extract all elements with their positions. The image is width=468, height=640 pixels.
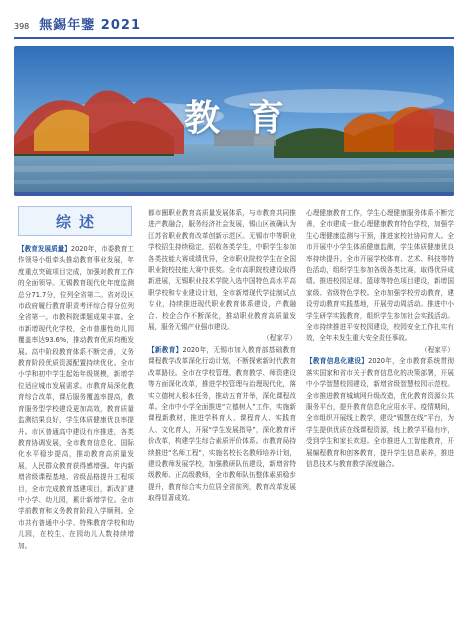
paragraph-body: 2020年，无锡市加入教育部基础教育课程教学改革深化行动计划，不断探索新时代教育改革路径。全市在学校管理、教育教学、师资建设等方面深化改革，推进学校管理与治理现代化，落实立德树人根本任务，推动五育并举，深化课程改革。全市中小学全面推进“立德树人”工作，实施新课程新教材，推进学科育人、课程育人、实践育人、文化育人，开展“学生发展指导”，深化教育评价改革，构建学生综合素质评价体系。市教育局持续推进“名师工程”，实施名校长名教师培养计划，建设教师发展学校，加强教研队伍建设，新增省特级教师、正高级教师，全市教师队伍整体素质稳步提升，教育综合实力位居全省前列，教育改革发展取得显著成效。 [148, 345, 296, 503]
paragraph-body: 2020年，全市教育系统贯彻落实国家和省市关于教育信息化的决策部署，开展中小学智慧校园建设，新增省级智慧校园示范校。全市推进教育城域网升级改造，优化教育资源公共服务平台，提升教育信息化应用水平。疫情期间，全市组织开展线上教学，建设“锡慧在线”平台，为学生提供优质在线课程资源，线上教学平稳有序，受到学生和家长欢迎。全市推进人工智能教育，开展编程教育和创客教育，提升学生信息素养，推进信息技术与教育教学深度融合。 [306, 357, 454, 468]
column-2 [148, 208, 296, 505]
paragraph-education-quality [18, 244, 134, 552]
paragraph-student-health [306, 208, 454, 345]
paragraph-informatization [306, 356, 454, 470]
section-heading-box [18, 206, 132, 236]
banner-title: 教育 [183, 98, 312, 139]
paragraph-body: 都市圈职业教育高质量发展体系，与市教育共同推进产教融合，服务经济社会发展，锡山区被确认为江苏省职业教育改革创新示范区。无锡市中等职业学校招生持续稳定，招收各类学生，中职学生参加各类技能大赛成绩优异，全市职业院校学生在全国职业院校技能大赛中获奖。全市高职院校建设取得新进展，无锡职业技术学院入选中国特色高水平高职学校和专业建设计划，全市新增现代学徒制试点专业，持续推进现代职业教育体系建设，产教融合、校企合作不断深化，推动职业教育高质量发展，服务无锡产业强市建设。 [148, 209, 296, 332]
banner-photo [14, 46, 454, 196]
paragraph-body: 心理健康教育工作，学生心理健康服务体系不断完善，全市建成一批心理健康教育特色学校，加强学生心理健康监测与干预，推进家校社协同育人。全市开展中小学生体质健康监测，学生体质健康优良率持续提升。全市开展学校体育、艺术、科技等特色活动，组织学生参加各级各类比赛，取得优异成绩。推进校园足球、篮球等特色项目建设，新增国家级、省级特色学校。全市加强学校劳动教育，建设劳动教育实践基地，开展劳动周活动。推进中小学生研学实践教育，组织学生参加社会实践活动。全市持续推进平安校园建设，校园安全工作扎实有效，全年未发生重大安全责任事故。 [306, 209, 454, 343]
paragraph-new-education [148, 345, 296, 505]
running-header [14, 14, 141, 36]
paragraph-vocational [148, 208, 296, 333]
paragraph-lead: 【新教育】 [148, 345, 183, 354]
column-1 [18, 244, 134, 552]
page-number: 398 [14, 22, 30, 31]
paragraph-lead: 【教育发展质量】 [18, 245, 71, 253]
section-heading: 综述 [55, 212, 102, 231]
paragraph-body: 2020年，市委教育工作领导小组牵头推动教育事业发展，年度重点突破项目完成，加强对教育工作的全面领导。无锡教育现代化年度监测总分71.7分，位列全省第二。省对设区市政府履行教育职责考评综合得分位列全省第一。市教科院课题成果丰富。全市新增现代化学校，全市普惠性幼儿园覆盖率达93.6%，推动教育优质均衡发展。高中阶段教育体系不断完善，义务教育阶段优质资源配置持续优化。全市小学和初中学生起始年级规模，新增学位适应城市发展需求。市教育局深化教育综合改革，课后服务覆盖率提高，教育服务型学校建设更加高效，教育质量监测结果良好，学生体质健康优良率提升。市区普通高中建设有序推进，各类教育协调发展，全市教育信息化、国际化水平稳步提高，推动教育高质量发展，人民群众教育获得感增强。年内新增省级课程基地、省级品格提升工程项目，全市完成教育基建项目，新改扩建中小学、幼儿园，累计新增学位。全市学前教育和义务教育阶段入学顺利。全市共有普通中小学、特殊教育学校和幼儿园，在校生、在园幼儿人数持续增加。 [18, 245, 135, 550]
header-rule [14, 37, 454, 39]
paragraph-source: （程家平） [421, 345, 454, 354]
paragraph-source: （程家平） [263, 334, 296, 343]
column-3 [306, 208, 454, 470]
yearbook-title: 無錫年鑒 2021 [39, 18, 141, 33]
paragraph-lead: 【教育信息化建设】 [306, 357, 369, 366]
banner-accent-bar [14, 192, 454, 196]
